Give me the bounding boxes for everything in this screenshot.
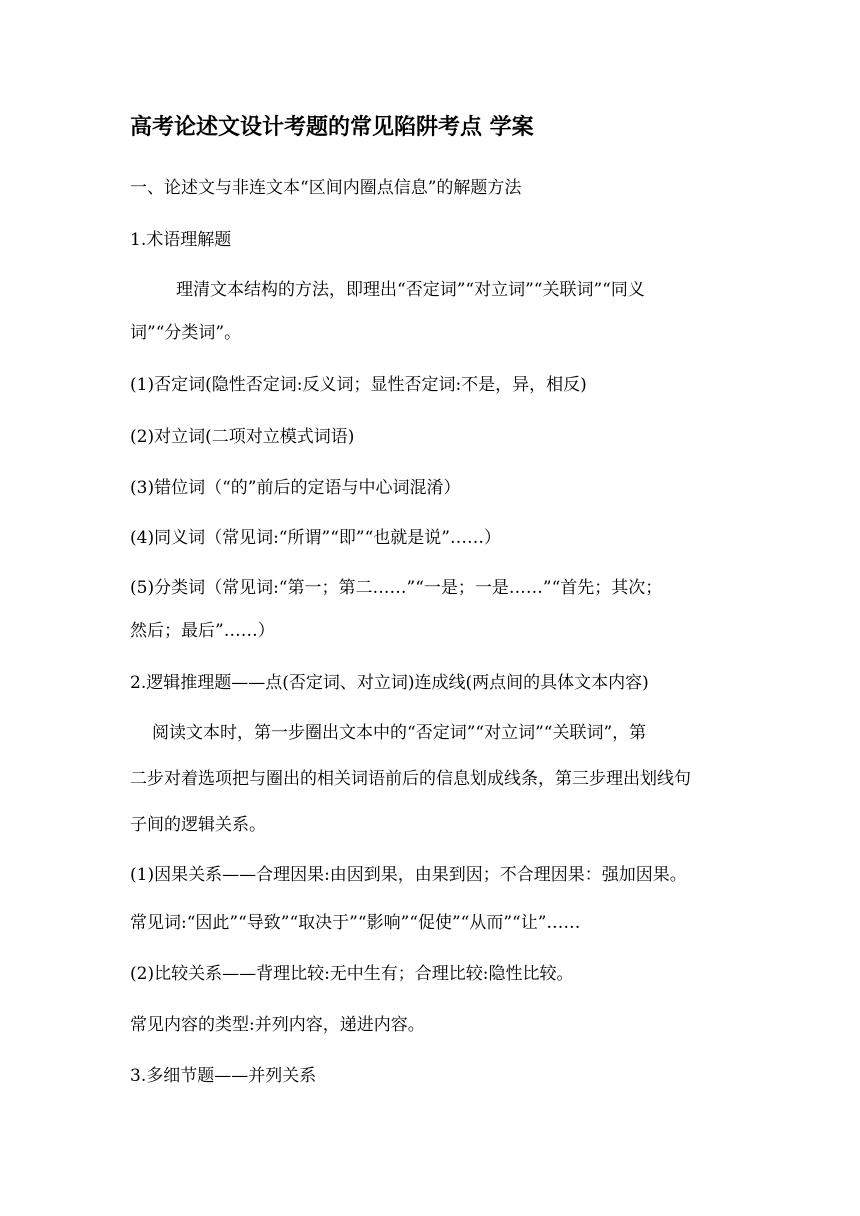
list-item: (1)否定词(隐性否定词:反义词；显性否定词:不是，异，相反) [130,375,587,395]
compare-common-types: 常见内容的类型:并列内容，递进内容。 [130,1015,425,1035]
part1-intro-line1: 理清文本结构的方法，即理出“否定词”“对立词”“关联词”“同义 [176,280,645,300]
list-item: (3)错位词（“的”前后的定语与中心词混淆） [130,478,461,498]
part1-intro-line2: 词”“分类词”。 [130,323,242,343]
part1-heading: 1.术语理解题 [130,230,232,250]
part2-para-line2: 二步对着选项把与圈出的相关词语前后的信息划成线条，第三步理出划线句 [130,769,691,789]
section-heading: 一、论述文与非连文本“区间内圈点信息”的解题方法 [130,178,522,198]
cause-common-words: 常见词:“因此”“导致”“取决于”“影响”“促使”“从而”“让”…… [130,913,581,933]
part2-para-line3: 子间的逻辑关系。 [130,815,266,835]
part2-heading: 2.逻辑推理题——点(否定词、对立词)连成线(两点间的具体文本内容) [130,673,649,693]
part2-para-line1: 阅读文本时，第一步圈出文本中的“否定词”“对立词”“关联词”，第 [152,723,647,743]
cause-relation-line: (1)因果关系——合理因果:由因到果，由果到因；不合理因果：强加因果。 [130,865,687,885]
document-title: 高考论述文设计考题的常见陷阱考点 学案 [130,114,534,140]
part3-heading: 3.多细节题——并列关系 [130,1066,317,1086]
list-item: (5)分类词（常见词:“第一；第二……”“一是；一是……”“首先；其次； [130,578,663,598]
list-item: (2)对立词(二项对立模式词语) [130,427,355,447]
list-item: (4)同义词（常见词:“所谓”“即”“也就是说”……） [130,528,501,548]
compare-relation-line: (2)比较关系——背理比较:无中生有；合理比较:隐性比较。 [130,964,574,984]
list-item-continuation: 然后；最后”……） [130,621,275,641]
